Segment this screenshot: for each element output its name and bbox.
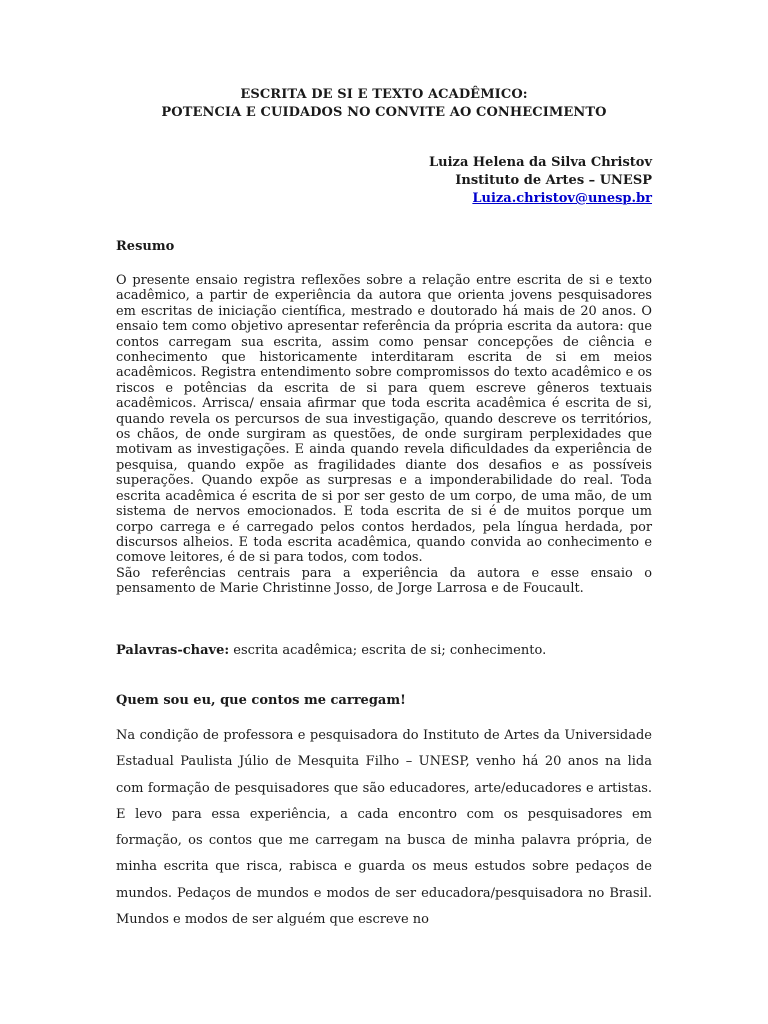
keywords-line [116,643,546,658]
abstract-heading: Resumo [116,239,175,254]
author-name: Luiza Helena da Silva Christov [429,155,652,170]
author-institution: Instituto de Artes – UNESP [455,173,652,188]
author-email-link[interactable]: Luiza.christov@unesp.br [472,191,652,206]
document-title-line1: ESCRITA DE SI E TEXTO ACADÊMICO: [240,87,528,102]
section-heading: Quem sou eu, que contos me carregam! [116,693,406,708]
keywords-label: Palavras-chave: [116,643,230,658]
keywords-text: escrita acadêmica; escrita de si; conhecimento. [229,643,547,658]
abstract-paragraph: São referências centrais para a experiência da autora e esse ensaio o pensamento de Marie Christinne Josso, de Jorge Larrosa e de Foucault. [116,565,652,597]
abstract-paragraph: O presente ensaio registra reflexões sobre a relação entre escrita de si e texto acadêmico, a partir de experiência da autora que orienta jovens pesquisadores em escritas de iniciação científica, mestrado e doutorado há mais de 20 anos. O ensaio tem como objetivo apresentar referência da própria escrita da autora: que contos carregam sua escrita, assim como pensar concepções de ciência e conhecimento que historicamente interditaram escrita de si em meios acadêmicos. Registra entendimento sobre compromissos do texto acadêmico e os riscos e potências da escrita de si para quem escreve gêneros textuais acadêmicos. Arrisca/ ensaia afirmar que toda escrita acadêmica é escrita de si, quando revela os percursos de sua investigação, quando descreve os territórios, os chãos, de onde surgiram as questões, de onde surgiram perplexidades que motivam as investigações. E ainda quando revela dificuldades da experiência de pesquisa, quando expõe as fragilidades diante dos desafios e as possíveis superações. Quando expõe as surpresas e a imponderabilidade do real. Toda escrita acadêmica é escrita de si por ser gesto de um corpo, de uma mão, de um sistema de nervos emocionados. E toda escrita de si é de muitos porque um corpo carrega e é carregado pelos contos herdados, pela língua herdada, por discursos alheios. E toda escrita acadêmica, quando convida ao conhecimento e comove leitores, é de si para todos, com todos. [116,273,652,566]
abstract-body [116,273,652,597]
document-title-line2: POTENCIA E CUIDADOS NO CONVITE AO CONHECIMENTO [161,105,607,120]
section-paragraph: Na condição de professora e pesquisadora do Instituto de Artes da Universidade Estadual Paulista Júlio de Mesquita Filho – UNESP, venho há 20 anos na lida com formação de pesquisadores que são educadores, arte/educadores e artistas. E levo para essa experiência, a cada encontro com os pesquisadores em formação, os contos que me carregam na busca de minha palavra própria, de minha escrita que risca, rabisca e guarda os meus estudos sobre pedaços de mundos. Pedaços de mundos e modos de ser educadora/pesquisadora no Brasil. Mundos e modos de ser alguém que escreve no [116,728,652,928]
